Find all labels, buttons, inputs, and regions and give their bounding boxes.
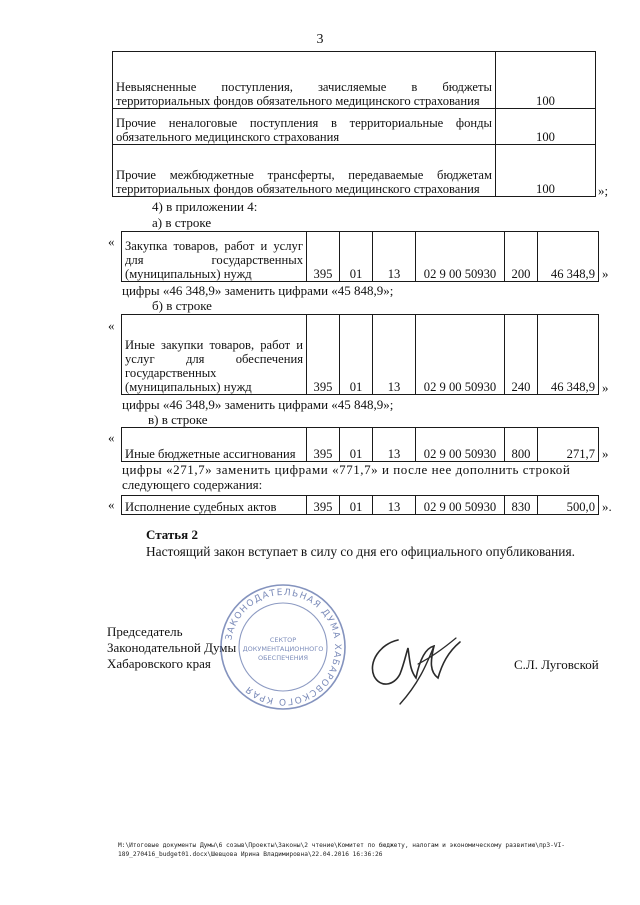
article-title: Статья 2 [146,527,198,542]
table-cell-desc: Иные закупки товаров, работ и услуг для обеспечения государственных (муниципальных) нужд [122,315,307,395]
signatory-title-line1: Председатель [107,624,183,639]
table-cell: 13 [373,496,416,515]
table-cell-amount: 46 348,9 [538,232,599,282]
table-cell: 395 [307,232,340,282]
svg-text:СЕКТОР: СЕКТОР [269,636,297,644]
table-row [122,232,599,282]
handwritten-signature [360,618,475,713]
table-cell-desc: Закупка товаров, работ и услуг для государственных (муниципальных) нужд [122,232,307,282]
replace-text-a: цифры «46 348,9» заменить цифрами «45 848,9»; [122,283,394,298]
close-quote: » [602,266,609,281]
table-cell: 13 [373,315,416,395]
table-cell-value: 100 [496,145,596,197]
table-row [122,496,599,515]
close-quote: » [602,380,609,395]
replace-text-b: цифры «46 348,9» заменить цифрами «45 848,9»; [122,397,394,412]
table-cell-amount: 500,0 [538,496,599,515]
svg-text:ДОКУМЕНТАЦИОННОГО: ДОКУМЕНТАЦИОННОГО [242,645,324,653]
table-cell-amount: 271,7 [538,428,599,462]
table-cell: 395 [307,428,340,462]
table-cell: 240 [505,315,538,395]
table-cell-value: 100 [496,109,596,145]
open-quote: « [108,234,115,249]
subitem-a: а) в строке [152,215,212,230]
article-text: Настоящий закон вступает в силу со дня его официального опубликования. [146,544,575,559]
page-number: 3 [316,32,324,47]
table-row [122,428,599,462]
table-cell: 800 [505,428,538,462]
close-quote: ». [602,499,612,514]
signatory-title-line3: Хабаровского края [107,656,211,671]
expense-row-a [121,231,599,282]
replace-text-c: цифры «271,7» заменить цифрами «771,7» и после нее дополнить строкой [122,462,571,477]
svg-text:ОБЕСПЕЧЕНИЯ: ОБЕСПЕЧЕНИЯ [257,654,309,662]
signatory-name: С.Л. Луговской [514,657,599,672]
table-cell: 01 [340,315,373,395]
appendix-heading: 4) в приложении 4: [152,199,258,214]
open-quote: « [108,497,115,512]
table-row [113,52,596,109]
table-cell-desc: Исполнение судебных актов [122,496,307,515]
table-row [122,315,599,395]
expense-row-b [121,314,599,395]
signatory-title-line2: Законодательной Думы [107,640,237,655]
closing-quote: »; [598,183,609,198]
table-cell-desc: Прочие неналоговые поступления в территориальные фонды обязательного медицинского страхования [113,109,496,145]
table-cell: 395 [307,315,340,395]
open-quote: « [108,430,115,445]
footer-line2: 189_270416_budget01.docx\Шевцова Ирина Владимировна\22.04.2016 16:36:26 [118,851,383,858]
subitem-c: в) в строке [148,412,208,427]
table-cell: 02 9 00 50930 [416,496,505,515]
table-cell-desc: Прочие межбюджетные трансферты, передаваемые бюджетам территориальных фондов обязательного медицинского страхования [113,145,496,197]
table-cell-desc: Иные бюджетные ассигнования [122,428,307,462]
close-quote: » [602,446,609,461]
table-cell: 02 9 00 50930 [416,428,505,462]
table-cell: 02 9 00 50930 [416,315,505,395]
subitem-b: б) в строке [152,298,212,313]
official-seal [218,582,348,712]
table-cell: 200 [505,232,538,282]
svg-text:ЗАКОНОДАТЕЛЬНАЯ ДУМА ХАБАРОВСК: ЗАКОНОДАТЕЛЬНАЯ ДУМА ХАБАРОВСКОГО КРАЯ [224,587,343,707]
table-cell: 13 [373,232,416,282]
open-quote: « [108,318,115,333]
table-cell-amount: 46 348,9 [538,315,599,395]
table-cell: 395 [307,496,340,515]
table-cell-desc: Невыясненные поступления, зачисляемые в бюджеты территориальных фондов обязательного медицинского страхования [113,52,496,109]
table-row [113,145,596,197]
table-row [113,109,596,145]
expense-row-c [121,427,599,462]
replace-text-c2: следующего содержания: [122,477,263,492]
footer-line1: M:\Итоговые документы Думы\6 созыв\Проекты\Законы\2 чтение\Комитет по бюджету, налогам и экономическому развитию\пр3-VI- [118,842,566,849]
table-cell: 01 [340,428,373,462]
file-path-footer [118,841,626,859]
table-cell: 02 9 00 50930 [416,232,505,282]
table-cell: 830 [505,496,538,515]
table-cell: 01 [340,232,373,282]
table-cell-value: 100 [496,52,596,109]
table-cell: 01 [340,496,373,515]
income-table [112,51,596,197]
table-cell: 13 [373,428,416,462]
expense-row-d [121,495,599,515]
